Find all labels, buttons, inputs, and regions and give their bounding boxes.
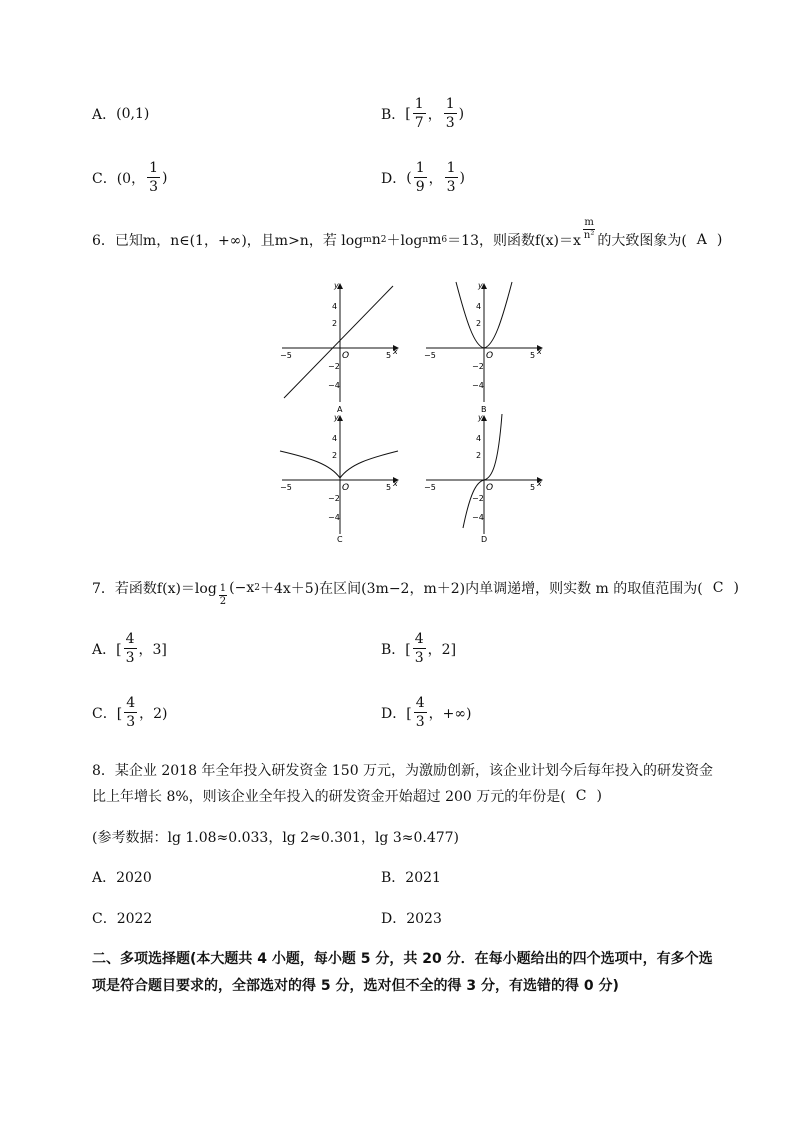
answer: A (696, 231, 707, 248)
q5-option-d (381, 161, 465, 194)
q6-stem (92, 217, 723, 251)
option-text: (0,1) (116, 106, 150, 122)
q8-option-a: A．2020 (92, 870, 152, 886)
separator: ， (427, 106, 442, 123)
separator: ， (428, 170, 443, 187)
y-tick: −2 (472, 362, 484, 371)
option-text: ，3] (138, 641, 167, 658)
q5-option-a (92, 104, 149, 124)
fraction: $\frac{4}{3}$ (125, 631, 135, 666)
bracket: ) (458, 105, 465, 122)
bracket: ) (733, 579, 739, 596)
graph-c (280, 413, 398, 544)
question-number: 6． (92, 232, 115, 249)
x-tick: 5 (530, 483, 536, 492)
q8-line-2 (92, 786, 602, 806)
stem-text: 的大致图象为( (597, 232, 687, 249)
fraction: $\frac{1}{3}$ (446, 160, 456, 195)
q5-option-b (381, 97, 464, 130)
stem-text: ＋log (386, 232, 423, 249)
y-tick: −2 (328, 362, 340, 371)
y-tick: 4 (332, 434, 338, 443)
q8-line-1: 8．某企业 2018 年全年投入研发资金 150 万元，为激励创新，该企业计划今后每年投入的研发资金 (92, 763, 714, 779)
curve (280, 451, 398, 478)
x-tick: −5 (280, 351, 292, 360)
fraction: $\frac{4}{3}$ (415, 695, 425, 730)
option-text: ，+∞) (428, 705, 472, 722)
option-label: C．[ (92, 705, 123, 722)
y-tick: −2 (472, 494, 484, 503)
log-base-fraction: $\frac{1}{2}$ (219, 583, 227, 607)
y-axis-label: y (478, 413, 483, 422)
y-tick: 4 (332, 302, 338, 311)
option-label: A． (92, 107, 117, 123)
bracket: ( (406, 169, 412, 186)
bracket: [ (405, 105, 411, 122)
q7-option-b (381, 632, 456, 665)
graph-caption: B (481, 405, 487, 414)
q8-reference-data: (参考数据：lg 1.08≈0.033，lg 2≈0.301，lg 3≈0.477) (92, 830, 460, 846)
x-tick: 5 (530, 351, 536, 360)
y-tick: 2 (332, 451, 338, 460)
option-label: B． (381, 106, 406, 123)
answer: C (712, 579, 724, 596)
y-tick: −4 (472, 381, 484, 390)
y-tick: 4 (476, 434, 482, 443)
stem-text: ＝13，则函数f(x)＝x (447, 232, 581, 249)
y-tick: 2 (476, 451, 482, 460)
fraction: $\frac{1}{3}$ (149, 160, 159, 195)
power-exponent: $\frac{m}{\text{n²}}$ (583, 217, 595, 241)
y-tick: 4 (476, 302, 482, 311)
x-tick: 5 (386, 483, 392, 492)
option-label: D． (381, 170, 407, 187)
log-base: n (422, 234, 429, 245)
y-axis-label: y (334, 413, 339, 422)
bracket: ) (162, 169, 168, 186)
section-heading-line-1: 二、多项选择题(本大题共 4 小题，每小题 5 分，共 20 分．在每小题给出的四个选项中，有多个选 (92, 951, 713, 967)
section-heading-line-2: 项是符合题目要求的，全部选对的得 5 分，选对但不全的得 3 分，有选错的得 0 分) (92, 978, 619, 994)
stem-text: m (428, 231, 442, 248)
x-axis-label: x (537, 479, 542, 488)
x-tick: −5 (424, 483, 436, 492)
stem-text: 已知m，n∈(1，+∞)，且m>n，若 log (114, 232, 364, 249)
q8-option-b: B．2021 (381, 870, 441, 886)
x-axis-label: x (393, 479, 398, 488)
function-graphs (270, 280, 560, 545)
graph-caption: C (337, 535, 343, 544)
fraction: $\frac{4}{3}$ (126, 695, 136, 730)
bracket: ) (459, 169, 466, 186)
x-tick: −5 (424, 351, 436, 360)
option-text: (0， (116, 170, 146, 187)
curve (463, 414, 502, 528)
y-tick: 2 (476, 319, 482, 328)
origin-label: O (342, 351, 350, 361)
y-tick: −4 (472, 513, 484, 522)
stem-text: ＋4x＋5)在区间(3m−2，m＋2)内单调递增，则实数 m 的取值范围为( (260, 580, 703, 597)
x-axis-label: x (537, 347, 542, 356)
bracket: ) (716, 231, 723, 248)
option-label: B．[ (381, 641, 411, 658)
q7-option-c (92, 696, 167, 729)
y-axis-label: y (334, 281, 339, 290)
fraction: $\frac{1}{9}$ (415, 160, 425, 195)
q8-option-d: D．2023 (381, 911, 442, 927)
y-tick: −4 (328, 513, 340, 522)
bracket: ) (596, 788, 602, 804)
fraction: $\frac{1}{3}$ (445, 96, 455, 131)
y-axis-label: y (478, 281, 483, 290)
option-label: D．[ (381, 705, 412, 722)
answer: C (575, 788, 587, 804)
q5-option-c (92, 161, 167, 194)
origin-label: O (342, 483, 350, 493)
stem-text: (−x (229, 579, 255, 596)
exponent: 2 (380, 234, 387, 245)
fraction: $\frac{1}{7}$ (414, 96, 424, 131)
x-tick: −5 (280, 483, 292, 492)
graph-caption: A (337, 405, 343, 414)
y-tick: 2 (332, 319, 338, 328)
exponent: 2 (254, 582, 260, 593)
y-tick: −4 (328, 381, 340, 390)
stem-text: n (371, 231, 381, 248)
option-text: ，2) (139, 705, 168, 722)
stem-text: 若函数f(x)＝log (114, 580, 217, 597)
q7-stem (92, 576, 739, 607)
y-tick: −2 (328, 494, 340, 503)
exponent: 6 (441, 234, 448, 245)
option-text: ，2] (427, 641, 457, 658)
origin-label: O (486, 483, 494, 493)
q7-option-a (92, 632, 167, 665)
fraction: $\frac{4}{3}$ (414, 631, 424, 666)
x-tick: 5 (386, 351, 392, 360)
option-label: A．[ (92, 641, 122, 658)
q8-option-c: C．2022 (92, 911, 153, 927)
q7-option-d (381, 696, 471, 729)
option-label: C． (92, 170, 117, 187)
graph-b (424, 281, 542, 414)
stem-text: 比上年增长 8%，则该企业全年投入的研发资金开始超过 200 万元的年份是( (92, 789, 566, 805)
graph-d (424, 413, 542, 544)
origin-label: O (486, 351, 494, 361)
graph-caption: D (481, 535, 488, 544)
x-axis-label: x (393, 347, 398, 356)
log-base: m (363, 234, 372, 245)
question-number: 7． (92, 580, 115, 597)
graph-a (280, 281, 398, 414)
